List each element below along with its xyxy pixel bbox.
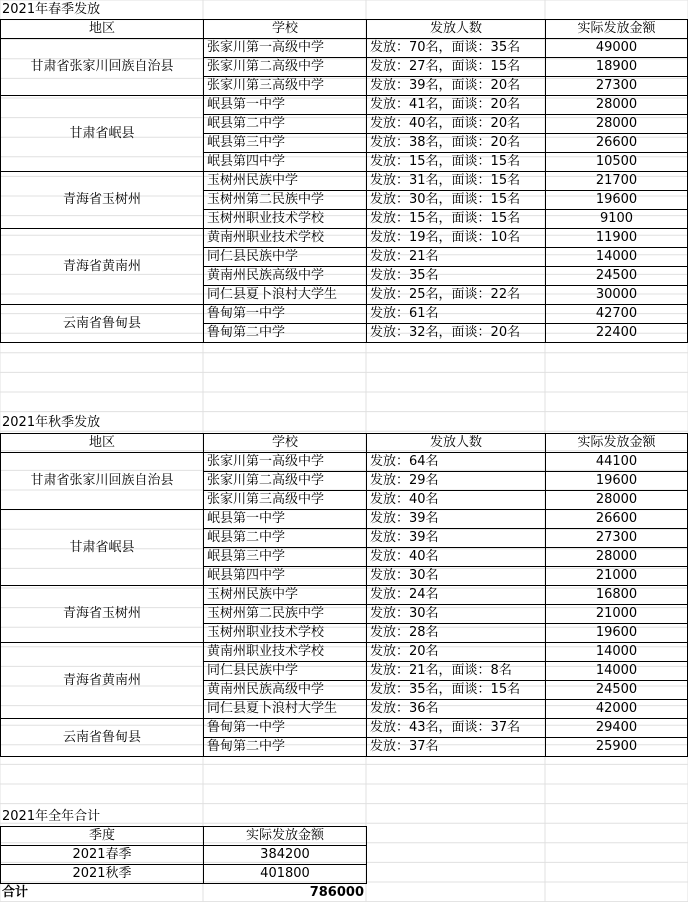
school-cell[interactable]: 岷县第一中学 xyxy=(204,96,367,115)
count-cell[interactable]: 发放：39名 xyxy=(367,510,546,529)
header-region[interactable]: 地区 xyxy=(1,20,204,39)
count-cell[interactable]: 发放：70名，面谈：35名 xyxy=(367,39,546,58)
school-cell[interactable]: 黄南州职业技术学校 xyxy=(204,229,367,248)
school-cell[interactable]: 张家川第一高级中学 xyxy=(204,39,367,58)
table-row xyxy=(1,586,688,605)
region-cell[interactable]: 甘肃省张家川回族自治县 xyxy=(1,453,204,510)
header-school[interactable]: 学校 xyxy=(204,20,367,39)
amount-cell[interactable]: 26600 xyxy=(546,510,688,529)
school-cell[interactable]: 鲁甸第二中学 xyxy=(204,738,367,757)
school-cell[interactable]: 玉树州职业技术学校 xyxy=(204,624,367,643)
table-row xyxy=(1,172,688,191)
school-cell[interactable]: 张家川第二高级中学 xyxy=(204,58,367,77)
count-cell[interactable]: 发放：29名 xyxy=(367,472,546,491)
amount-cell[interactable]: 49000 xyxy=(546,39,688,58)
header-school[interactable]: 学校 xyxy=(204,434,367,453)
school-cell[interactable]: 鲁甸第一中学 xyxy=(204,305,367,324)
count-cell[interactable]: 发放：41名，面谈：20名 xyxy=(367,96,546,115)
amount-cell[interactable]: 27300 xyxy=(546,529,688,548)
region-cell[interactable]: 甘肃省岷县 xyxy=(1,510,204,586)
school-cell[interactable]: 黄南州民族高级中学 xyxy=(204,267,367,286)
header-region[interactable]: 地区 xyxy=(1,434,204,453)
amount-cell[interactable]: 21000 xyxy=(546,567,688,586)
amount-cell[interactable]: 26600 xyxy=(546,134,688,153)
region-cell[interactable]: 云南省鲁甸县 xyxy=(1,719,204,757)
table-row xyxy=(1,865,367,884)
school-cell[interactable]: 黄南州民族高级中学 xyxy=(204,681,367,700)
header-row xyxy=(1,827,367,846)
table-row xyxy=(1,39,688,58)
count-cell[interactable]: 发放：39名 xyxy=(367,529,546,548)
count-cell[interactable]: 发放：21名 xyxy=(367,248,546,267)
count-cell[interactable]: 发放：25名，面谈：22名 xyxy=(367,286,546,305)
count-cell[interactable]: 发放：40名，面谈：20名 xyxy=(367,115,546,134)
header-count[interactable]: 发放人数 xyxy=(367,434,546,453)
school-cell[interactable]: 玉树州民族中学 xyxy=(204,172,367,191)
header-row xyxy=(1,434,688,453)
school-cell[interactable]: 同仁县夏卜浪村大学生 xyxy=(204,286,367,305)
count-cell[interactable]: 发放：15名，面谈：15名 xyxy=(367,153,546,172)
school-cell[interactable]: 同仁县夏卜浪村大学生 xyxy=(204,700,367,719)
school-cell[interactable]: 黄南州职业技术学校 xyxy=(204,643,367,662)
table-row xyxy=(1,643,688,662)
amount-cell[interactable]: 19600 xyxy=(546,624,688,643)
count-cell[interactable]: 发放：35名 xyxy=(367,267,546,286)
count-cell[interactable]: 发放：39名，面谈：20名 xyxy=(367,77,546,96)
amount-cell[interactable]: 30000 xyxy=(546,286,688,305)
school-cell[interactable]: 岷县第二中学 xyxy=(204,529,367,548)
school-cell[interactable]: 岷县第三中学 xyxy=(204,134,367,153)
count-cell[interactable]: 发放：30名 xyxy=(367,605,546,624)
header-amount[interactable]: 实际发放金额 xyxy=(546,434,688,453)
count-cell[interactable]: 发放：36名 xyxy=(367,700,546,719)
table-row xyxy=(1,510,688,529)
amount-cell[interactable]: 18900 xyxy=(546,58,688,77)
table-row xyxy=(1,96,688,115)
amount-cell[interactable]: 14000 xyxy=(546,662,688,681)
region-cell[interactable]: 青海省玉树州 xyxy=(1,586,204,643)
amount-cell[interactable]: 28000 xyxy=(546,491,688,510)
school-cell[interactable]: 玉树州第二民族中学 xyxy=(204,605,367,624)
school-cell[interactable]: 岷县第四中学 xyxy=(204,153,367,172)
season-cell[interactable]: 2021秋季 xyxy=(1,865,204,884)
amount-cell[interactable]: 25900 xyxy=(546,738,688,757)
amount-cell[interactable]: 24500 xyxy=(546,681,688,700)
count-cell[interactable]: 发放：32名，面谈：20名 xyxy=(367,324,546,343)
amount-cell[interactable]: 28000 xyxy=(546,548,688,567)
count-cell[interactable]: 发放：28名 xyxy=(367,624,546,643)
amount-cell[interactable]: 28000 xyxy=(546,115,688,134)
header-amount[interactable]: 实际发放金额 xyxy=(204,827,367,846)
count-cell[interactable]: 发放：21名，面谈：8名 xyxy=(367,662,546,681)
school-cell[interactable]: 同仁县民族中学 xyxy=(204,662,367,681)
count-cell[interactable]: 发放：27名，面谈：15名 xyxy=(367,58,546,77)
count-cell[interactable]: 发放：40名 xyxy=(367,491,546,510)
school-cell[interactable]: 岷县第四中学 xyxy=(204,567,367,586)
amount-cell[interactable]: 19600 xyxy=(546,472,688,491)
annual-total-row[interactable] xyxy=(0,883,366,902)
count-cell[interactable]: 发放：35名，面谈：15名 xyxy=(367,681,546,700)
count-cell[interactable]: 发放：24名 xyxy=(367,586,546,605)
table-row xyxy=(1,305,688,324)
count-cell[interactable]: 发放：20名 xyxy=(367,643,546,662)
header-row xyxy=(1,20,688,39)
school-cell[interactable]: 岷县第一中学 xyxy=(204,510,367,529)
region-cell[interactable]: 云南省鲁甸县 xyxy=(1,305,204,343)
school-cell[interactable]: 玉树州民族中学 xyxy=(204,586,367,605)
amount-cell[interactable]: 24500 xyxy=(546,267,688,286)
school-cell[interactable]: 岷县第二中学 xyxy=(204,115,367,134)
school-cell[interactable]: 玉树州职业技术学校 xyxy=(204,210,367,229)
school-cell[interactable]: 张家川第一高级中学 xyxy=(204,453,367,472)
autumn-section-title[interactable]: 2021年秋季发放 xyxy=(2,415,101,430)
annual-table xyxy=(0,826,367,884)
region-cell[interactable]: 甘肃省张家川回族自治县 xyxy=(1,39,204,96)
count-cell[interactable]: 发放：37名 xyxy=(367,738,546,757)
school-cell[interactable]: 张家川第二高级中学 xyxy=(204,472,367,491)
amount-cell[interactable]: 44100 xyxy=(546,453,688,472)
spring-table xyxy=(0,19,688,343)
amount-cell[interactable]: 14000 xyxy=(546,643,688,662)
count-cell[interactable]: 发放：30名，面谈：15名 xyxy=(367,191,546,210)
count-cell[interactable]: 发放：38名，面谈：20名 xyxy=(367,134,546,153)
amount-cell[interactable]: 9100 xyxy=(546,210,688,229)
count-cell[interactable]: 发放：19名，面谈：10名 xyxy=(367,229,546,248)
school-cell[interactable]: 同仁县民族中学 xyxy=(204,248,367,267)
count-cell[interactable]: 发放：15名，面谈：15名 xyxy=(367,210,546,229)
amount-cell[interactable]: 401800 xyxy=(204,865,367,884)
amount-cell[interactable]: 384200 xyxy=(204,846,367,865)
annual-section-title[interactable]: 2021年全年合计 xyxy=(2,809,101,824)
season-cell[interactable]: 2021春季 xyxy=(1,846,204,865)
table-row xyxy=(1,453,688,472)
table-row xyxy=(1,229,688,248)
count-cell[interactable]: 发放：61名 xyxy=(367,305,546,324)
amount-cell[interactable]: 27300 xyxy=(546,77,688,96)
count-cell[interactable]: 发放：64名 xyxy=(367,453,546,472)
region-cell[interactable]: 青海省黄南州 xyxy=(1,643,204,719)
amount-cell[interactable]: 22400 xyxy=(546,324,688,343)
school-cell[interactable]: 鲁甸第二中学 xyxy=(204,324,367,343)
autumn-table xyxy=(0,433,688,757)
school-cell[interactable]: 张家川第三高级中学 xyxy=(204,77,367,96)
amount-cell[interactable]: 11900 xyxy=(546,229,688,248)
amount-cell[interactable]: 16800 xyxy=(546,586,688,605)
table-row xyxy=(1,846,367,865)
amount-cell[interactable]: 10500 xyxy=(546,153,688,172)
header-season[interactable]: 季度 xyxy=(1,827,204,846)
amount-cell[interactable]: 28000 xyxy=(546,96,688,115)
total-value: 786000 xyxy=(309,885,364,900)
amount-cell[interactable]: 14000 xyxy=(546,248,688,267)
region-cell[interactable]: 青海省黄南州 xyxy=(1,229,204,305)
count-cell[interactable]: 发放：40名 xyxy=(367,548,546,567)
school-cell[interactable]: 鲁甸第一中学 xyxy=(204,719,367,738)
amount-cell[interactable]: 21700 xyxy=(546,172,688,191)
school-cell[interactable]: 玉树州第二民族中学 xyxy=(204,191,367,210)
table-row xyxy=(1,719,688,738)
count-cell[interactable]: 发放：30名 xyxy=(367,567,546,586)
region-cell[interactable]: 青海省玉树州 xyxy=(1,172,204,229)
total-label: 合计 xyxy=(2,885,29,900)
region-cell[interactable]: 甘肃省岷县 xyxy=(1,96,204,172)
amount-cell[interactable]: 42000 xyxy=(546,700,688,719)
school-cell[interactable]: 岷县第三中学 xyxy=(204,548,367,567)
header-amount[interactable]: 实际发放金额 xyxy=(546,20,688,39)
amount-cell[interactable]: 29400 xyxy=(546,719,688,738)
count-cell[interactable]: 发放：31名，面谈：15名 xyxy=(367,172,546,191)
amount-cell[interactable]: 21000 xyxy=(546,605,688,624)
count-cell[interactable]: 发放：43名，面谈：37名 xyxy=(367,719,546,738)
amount-cell[interactable]: 19600 xyxy=(546,191,688,210)
amount-cell[interactable]: 42700 xyxy=(546,305,688,324)
spring-section-title[interactable]: 2021年春季发放 xyxy=(2,2,101,17)
header-count[interactable]: 发放人数 xyxy=(367,20,546,39)
school-cell[interactable]: 张家川第三高级中学 xyxy=(204,491,367,510)
